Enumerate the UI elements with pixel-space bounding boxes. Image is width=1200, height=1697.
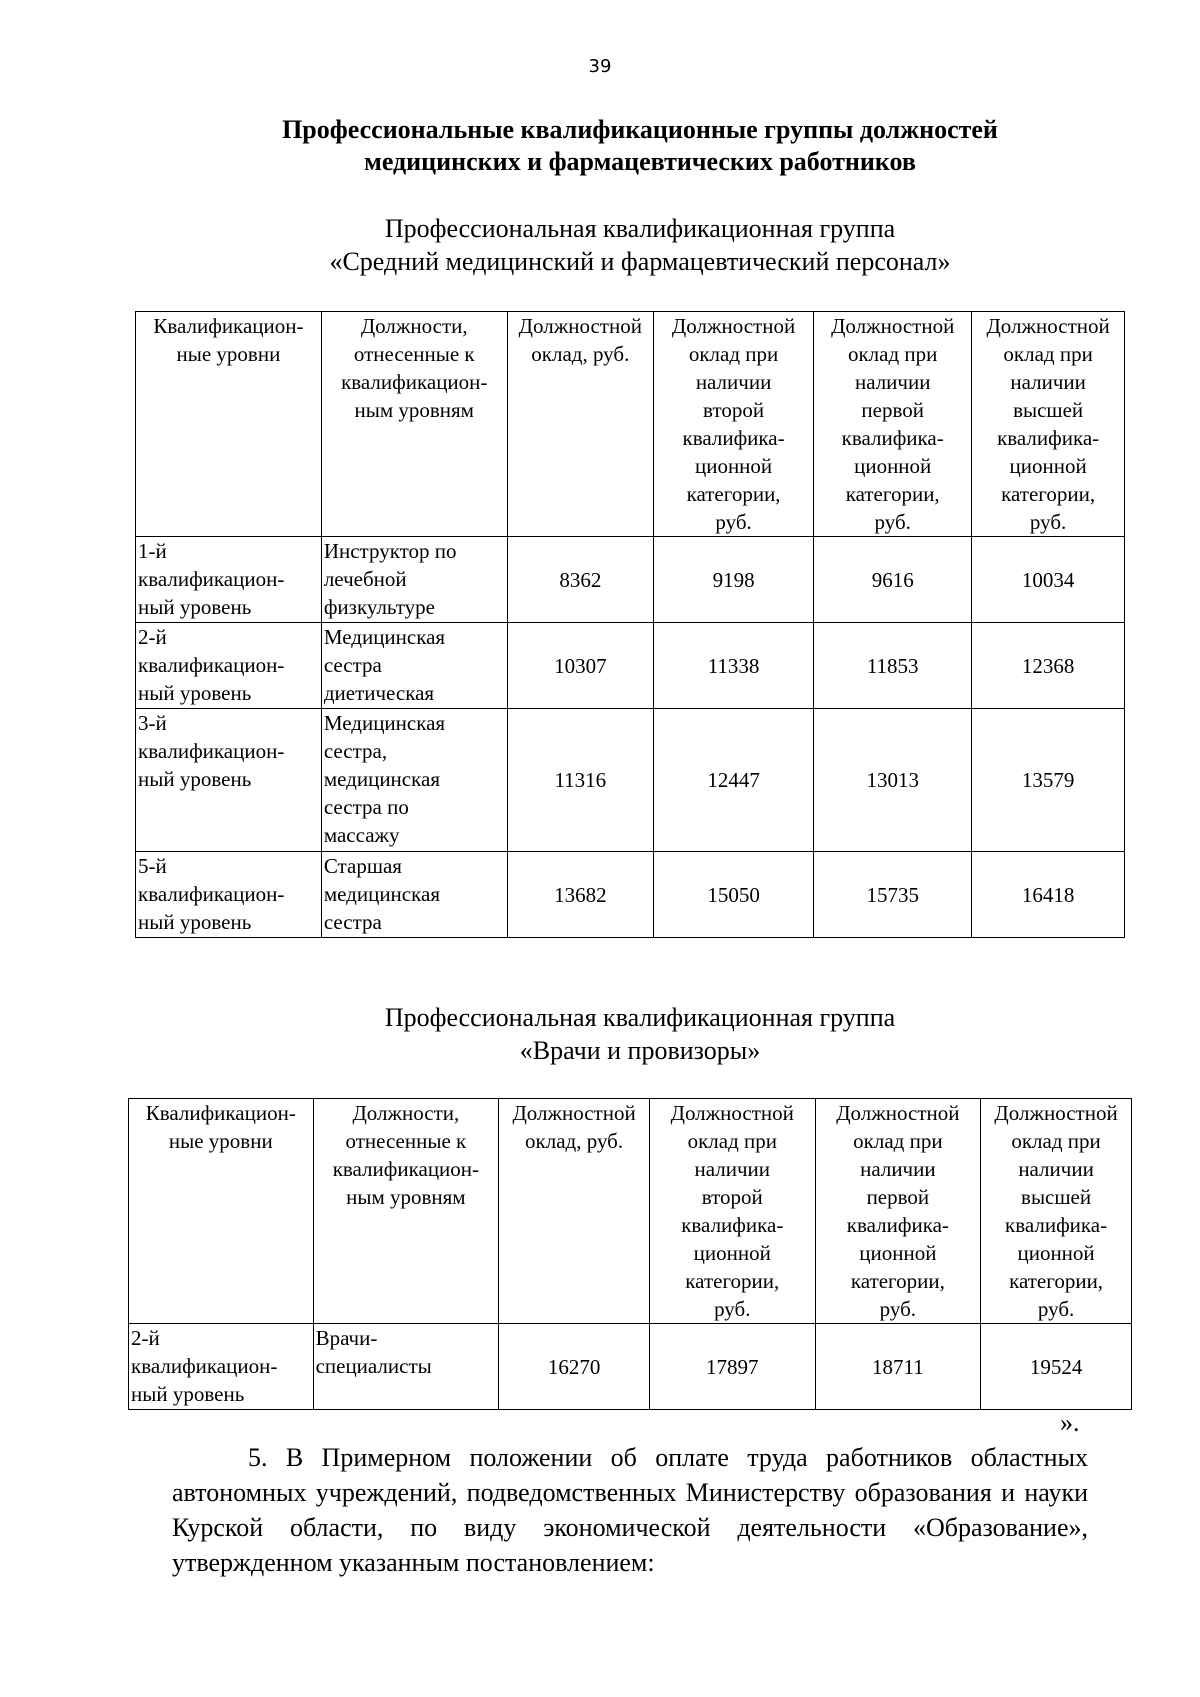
header-cell [972, 312, 1125, 537]
cell-line: ционной [1009, 454, 1087, 478]
cell-line: медицинская [323, 767, 440, 791]
cell-line: 2-й [131, 1326, 160, 1350]
base-salary-cell: 16270 [499, 1324, 650, 1410]
cell-line: Медицинская [323, 711, 446, 735]
cell-line: ный уровень [138, 910, 252, 934]
cell-line: категории, [1001, 482, 1096, 506]
group-title-line: «Средний медицинский и фармацевтический персонал» [329, 247, 951, 276]
cell-line: ционной [693, 1241, 771, 1265]
table-header-row [136, 312, 1125, 537]
cell-line: Должностной [836, 1101, 960, 1125]
header-cell [321, 312, 507, 537]
cell-line: руб. [714, 1297, 751, 1321]
cell-line: диетическая [323, 681, 435, 705]
header-cell [653, 312, 813, 537]
base-salary-cell: 8362 [507, 537, 653, 623]
cell-line: Должностной [512, 1101, 636, 1125]
salary-table-nursing [135, 311, 1125, 938]
cell-line: отнесенные к [353, 342, 475, 366]
cell-line: руб. [715, 510, 752, 534]
cell-line: лечебной [323, 567, 407, 591]
cell-line: ционной [694, 454, 773, 478]
cell-line: квалификацион- [332, 1157, 480, 1181]
cell-line: квалификацион- [138, 882, 285, 906]
cell-line: второй [703, 398, 765, 422]
table-row [129, 1324, 1132, 1410]
cell-line: оклад при [688, 342, 779, 366]
cell-line: второй [701, 1185, 763, 1209]
highest-category-salary-cell: 16418 [972, 852, 1125, 938]
cell-line: массажу [323, 823, 400, 847]
group-title-nursing [150, 212, 1130, 278]
cell-line: первой [866, 1185, 930, 1209]
cell-line: ные уровни [168, 1129, 273, 1153]
cell-line: квалифика- [846, 1213, 949, 1237]
position-cell [321, 537, 507, 623]
header-cell [129, 1099, 314, 1324]
cell-line: оклад при [1003, 342, 1093, 366]
cell-line: квалификацион- [131, 1354, 278, 1378]
page-title-line: медицинских и фармацевтических работников [364, 147, 916, 176]
cell-line: ционной [859, 1241, 937, 1265]
cell-line: ным уровням [346, 1185, 466, 1209]
page-title [150, 114, 1130, 178]
cell-line: оклад при [687, 1129, 777, 1153]
header-cell [507, 312, 653, 537]
cell-line: высшей [1021, 1185, 1092, 1209]
cell-line: Врачи- [315, 1326, 378, 1350]
cell-line: первой [861, 398, 924, 422]
paragraph-text: 5. В Примерном положении об оплате труда работников областных автономных учреждений, подведомственных Министерству образования и науки Курской области, по виду экономической деятельности «Образование», утвержденном указанным постановлением: [172, 1443, 1088, 1577]
cell-line: квалификацион- [138, 653, 285, 677]
cell-line: 5-й [138, 854, 167, 878]
salary-table-doctors [128, 1098, 1132, 1410]
highest-category-salary-cell: 19524 [981, 1324, 1132, 1410]
cell-line: Инструктор по [323, 539, 457, 563]
closing-quote-mark: ». [1060, 1408, 1080, 1437]
header-cell [136, 312, 322, 537]
first-category-salary-cell: 13013 [814, 709, 972, 852]
cell-line: наличии [1010, 370, 1086, 394]
header-cell [313, 1099, 499, 1324]
cell-line: ный уровень [138, 595, 252, 619]
position-cell [313, 1324, 499, 1410]
cell-line: физкультуре [323, 595, 435, 619]
group-title-line: Профессиональная квалификационная группа [384, 1003, 896, 1032]
cell-line: Должности, [352, 1101, 460, 1125]
second-category-salary-cell: 11338 [653, 623, 813, 709]
cell-line: отнесенные к [345, 1129, 467, 1153]
cell-line: наличии [860, 1157, 936, 1181]
cell-line: квалификацион- [138, 567, 285, 591]
highest-category-salary-cell: 10034 [972, 537, 1125, 623]
table-row [136, 852, 1125, 938]
highest-category-salary-cell: 12368 [972, 623, 1125, 709]
cell-line: оклад при [853, 1129, 943, 1153]
cell-line: сестра по [323, 795, 409, 819]
cell-line: Должностной [986, 314, 1110, 338]
cell-line: ный уровень [138, 767, 252, 791]
cell-line: оклад при [847, 342, 938, 366]
body-paragraph [172, 1440, 1088, 1580]
position-cell [321, 852, 507, 938]
cell-line: 1-й [138, 539, 167, 563]
table-row [136, 709, 1125, 852]
cell-line: руб. [879, 1297, 917, 1321]
cell-line: Должностной [994, 1101, 1118, 1125]
cell-line: ным уровням [354, 398, 474, 422]
header-cell [649, 1099, 815, 1324]
cell-line: наличии [694, 1157, 771, 1181]
table-row [136, 623, 1125, 709]
level-cell [129, 1324, 314, 1410]
position-cell [321, 709, 507, 852]
cell-line: квалифика- [997, 426, 1100, 450]
cell-line: квалифика- [681, 1213, 784, 1237]
cell-line: наличии [854, 370, 931, 394]
cell-line: категории, [686, 482, 781, 506]
level-cell [136, 852, 322, 938]
cell-line: категории, [1009, 1269, 1104, 1293]
cell-line: наличии [1018, 1157, 1094, 1181]
cell-line: 2-й [138, 625, 167, 649]
cell-line: Квалификацион- [145, 1101, 296, 1125]
cell-line: Должностной [518, 314, 642, 338]
cell-line: сестра [323, 653, 382, 677]
cell-line: руб. [874, 510, 911, 534]
cell-line: оклад, руб. [525, 1129, 624, 1153]
cell-line: категории, [685, 1269, 780, 1293]
cell-line: квалифика- [841, 426, 944, 450]
cell-line: ный уровень [138, 681, 252, 705]
first-category-salary-cell: 9616 [814, 537, 972, 623]
cell-line: Должностной [670, 1101, 794, 1125]
cell-line: руб. [1029, 510, 1067, 534]
cell-line: оклад, руб. [531, 342, 630, 366]
cell-line: ционной [1017, 1241, 1095, 1265]
cell-line: Медицинская [323, 625, 446, 649]
cell-line: квалифика- [1005, 1213, 1108, 1237]
cell-line: квалификацион- [138, 739, 285, 763]
page-title-line: Профессиональные квалификационные группы должностей [282, 115, 998, 144]
second-category-salary-cell: 12447 [653, 709, 813, 852]
second-category-salary-cell: 17897 [649, 1324, 815, 1410]
cell-line: сестра [323, 910, 382, 934]
first-category-salary-cell: 18711 [815, 1324, 981, 1410]
highest-category-salary-cell: 13579 [972, 709, 1125, 852]
level-cell [136, 623, 322, 709]
cell-line: категории, [845, 482, 940, 506]
base-salary-cell: 11316 [507, 709, 653, 852]
second-category-salary-cell: 9198 [653, 537, 813, 623]
base-salary-cell: 13682 [507, 852, 653, 938]
cell-line: 3-й [138, 711, 167, 735]
cell-line: ный уровень [131, 1382, 245, 1406]
cell-line: специалисты [315, 1354, 432, 1378]
cell-line: руб. [1037, 1297, 1075, 1321]
cell-line: категории, [850, 1269, 945, 1293]
table-row [136, 537, 1125, 623]
cell-line: высшей [1013, 398, 1084, 422]
level-cell [136, 537, 322, 623]
header-cell [499, 1099, 650, 1324]
cell-line: Должностной [671, 314, 796, 338]
group-title-line: «Врачи и провизоры» [519, 1036, 761, 1065]
cell-line: медицинская [323, 882, 440, 906]
position-cell [321, 623, 507, 709]
second-category-salary-cell: 15050 [653, 852, 813, 938]
cell-line: сестра, [323, 739, 388, 763]
header-cell [814, 312, 972, 537]
cell-line: Квалификацион- [153, 314, 304, 338]
cell-line: квалификацион- [341, 370, 488, 394]
cell-line: ные уровни [176, 342, 281, 366]
page-number: 39 [588, 56, 612, 77]
cell-line: Старшая [323, 854, 402, 878]
first-category-salary-cell: 15735 [814, 852, 972, 938]
cell-line: Должностной [831, 314, 955, 338]
cell-line: Должности, [360, 314, 468, 338]
first-category-salary-cell: 11853 [814, 623, 972, 709]
header-cell [815, 1099, 981, 1324]
table-header-row [129, 1099, 1132, 1324]
cell-line: наличии [695, 370, 772, 394]
group-title-line: Профессиональная квалификационная группа [384, 214, 896, 243]
cell-line: ционной [854, 454, 932, 478]
level-cell [136, 709, 322, 852]
header-cell [981, 1099, 1132, 1324]
base-salary-cell: 10307 [507, 623, 653, 709]
cell-line: оклад при [1011, 1129, 1101, 1153]
cell-line: квалифика- [682, 426, 785, 450]
group-title-doctors [150, 1001, 1130, 1067]
